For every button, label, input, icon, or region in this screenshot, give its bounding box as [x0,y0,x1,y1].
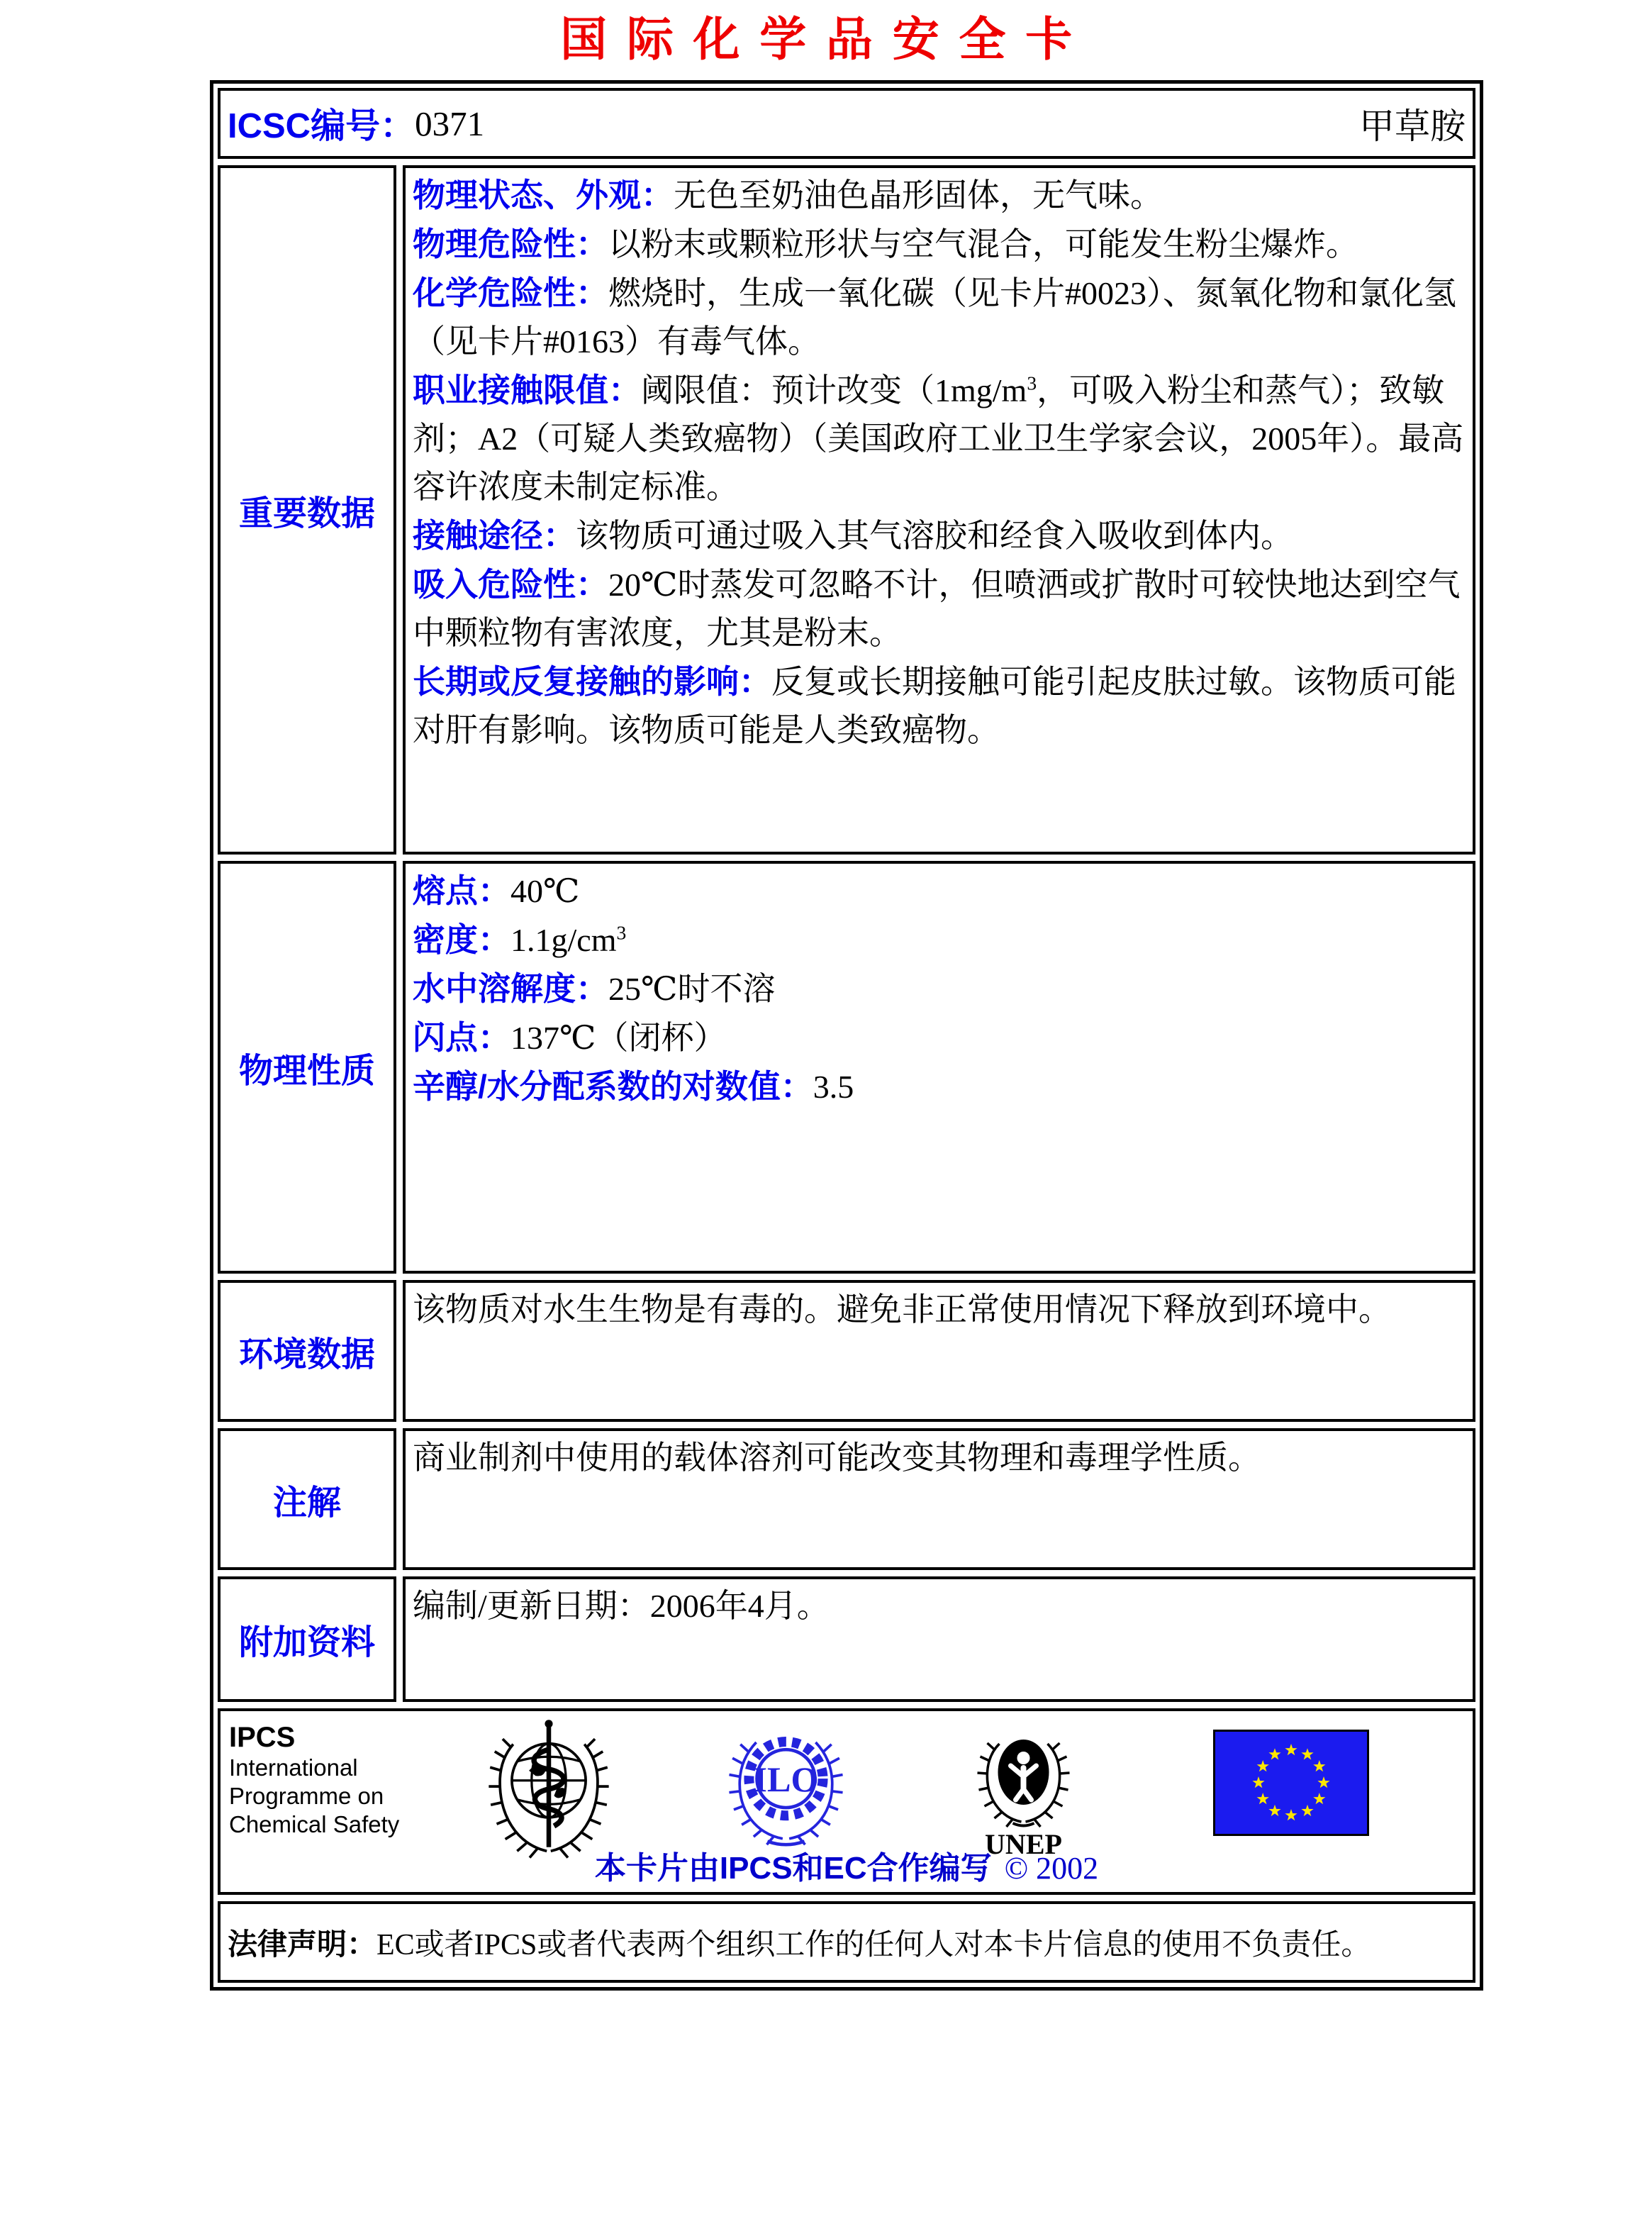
section-content-additional-information [403,1576,1475,1702]
item-term: 化学危险性： [413,274,608,311]
important-item [413,171,1466,220]
section-additional-information [218,1576,1475,1702]
physical-property [413,867,1466,916]
important-item [413,269,1466,366]
property-value: 3.5 [813,1069,854,1105]
property-value: 25℃时不溶 [608,971,776,1007]
item-text: 以粉末或颗粒形状与空气混合，可能发生粉尘爆炸。 [608,226,1358,262]
property-term: 熔点： [413,872,510,909]
section-content-environmental-data [403,1280,1475,1422]
unep-label: UNEP [985,1828,1062,1859]
section-label-physical-properties: 物理性质 [218,861,396,1274]
item-term: 职业接触限值： [413,372,641,408]
ipcs-line: Programme on [229,1783,384,1809]
icsc-number-value: 0371 [415,104,485,143]
property-term: 闪点： [413,1019,510,1056]
property-value: 40℃ [510,873,580,909]
legal-row [218,1901,1475,1983]
additional-text: 编制/更新日期：2006年4月。 [413,1588,830,1624]
legal-cell [218,1901,1475,1983]
section-physical-properties [218,861,1475,1274]
ipcs-line: Chemical Safety [229,1811,400,1837]
section-label-notes: 注解 [218,1428,396,1570]
property-term: 水中溶解度： [413,970,608,1007]
environment-text: 该物质对水生生物是有毒的。避免非正常使用情况下释放到环境中。 [413,1291,1391,1328]
item-term: 物理危险性： [413,226,608,262]
section-important-data [218,165,1475,855]
unep-logo-icon [961,1717,1085,1859]
section-content-important-data [403,165,1475,855]
who-logo-icon [483,1717,615,1859]
header-cell [218,88,1475,159]
legal-notice-text: EC或者IPCS或者代表两个组织工作的任何人对本卡片信息的使用不负责任。 [376,1928,1371,1961]
legal-notice-label: 法律声明： [228,1927,377,1961]
eu-flag-icon [1213,1730,1369,1836]
logos-row [218,1708,1475,1895]
ilo-logo-icon [717,1723,855,1847]
physical-property [413,1013,1466,1062]
icsc-card-table [210,80,1483,1991]
section-label-additional-information: 附加资料 [218,1576,396,1702]
chemical-name: 甲草胺 [1359,106,1466,146]
physical-property [413,916,1466,964]
caption-text: 本卡片由IPCS和EC合作编写 [594,1851,992,1886]
important-item [413,220,1466,269]
footer-caption [221,1842,1473,1888]
icsc-number-label: ICSC编号： [228,107,415,145]
important-item [413,366,1466,511]
page-title: 国际化学品安全卡 [560,11,1092,67]
item-text: 燃烧时，生成一氧化碳（见卡片#0023）、氮氧化物和氯化氢（见卡片#0163）有毒气体。 [413,275,1456,360]
item-text: 该物质可通过吸入其气溶胶和经食入吸收到体内。 [576,518,1293,554]
physical-property [413,1062,1466,1111]
property-term: 辛醇/水分配系数的对数值： [413,1068,813,1105]
important-item [413,560,1466,657]
header-row [218,88,1475,159]
item-text: 无色至奶油色晶形固体，无气味。 [674,177,1163,213]
important-item [413,657,1466,755]
section-label-environmental-data: 环境数据 [218,1280,396,1422]
section-content-physical-properties [403,861,1475,1274]
section-content-notes [403,1428,1475,1570]
physical-property [413,964,1466,1013]
item-term: 接触途径： [413,517,576,554]
property-value: 137℃（闭杯） [510,1020,727,1056]
ipcs-line: International [229,1754,358,1781]
section-label-important-data: 重要数据 [218,165,396,855]
icsc-number-group [228,99,484,148]
svg-text:ILO: ILO [753,1759,819,1799]
property-term: 密度： [413,921,510,958]
item-term: 吸入危险性： [413,566,608,603]
item-text: 阈限值：预计改变（$1mg/m^3$，可吸入粉尘和蒸气）；致敏剂；A2（可疑人类致癌物）（美国政府工业卫生学家会议，2005年）。最高容许浓度未制定标准。 [413,372,1464,505]
item-term: 长期或反复接触的影响： [413,663,771,700]
property-value: $1.1g/cm^3$ [510,921,627,958]
copyright-text: © 2002 [1004,1851,1099,1886]
notes-text: 商业制剂中使用的载体溶剂可能改变其物理和毒理学性质。 [413,1440,1261,1476]
item-term: 物理状态、外观： [413,177,674,213]
ipcs-text-block [229,1721,399,1839]
section-environmental-data [218,1280,1475,1422]
important-item [413,511,1466,560]
item-text: 20℃时蒸发可忽略不计，但喷洒或扩散时可较快地达到空气中颗粒物有害浓度，尤其是粉末。 [413,567,1461,651]
item-text: 反复或长期接触可能引起皮肤过敏。该物质可能对肝有影响。该物质可能是人类致癌物。 [413,664,1456,748]
section-notes [218,1428,1475,1570]
ipcs-acronym: IPCS [229,1722,296,1753]
logos-cell [218,1708,1475,1895]
